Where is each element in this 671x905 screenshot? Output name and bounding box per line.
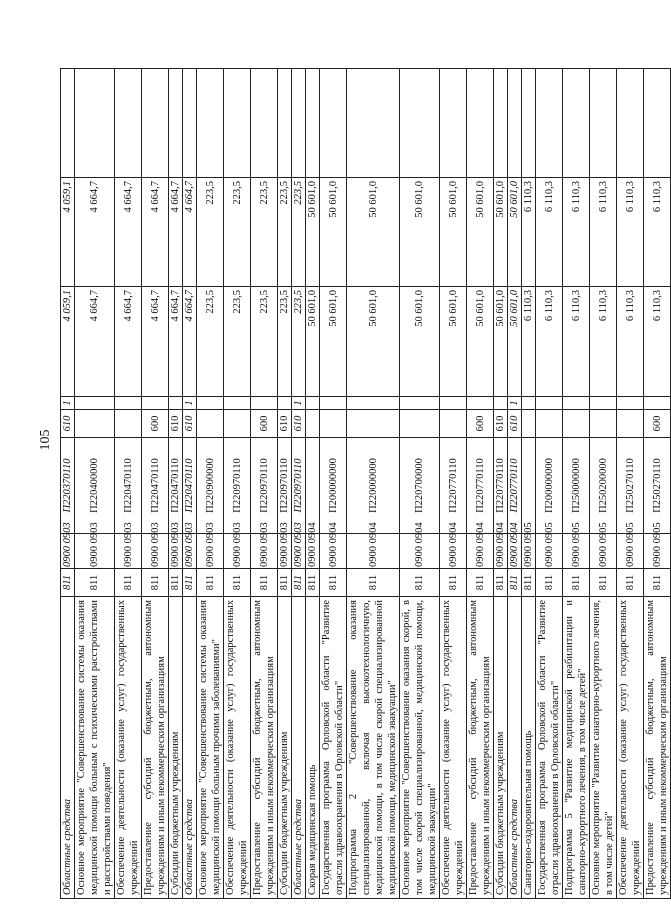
section-code-cell: 0900 0903 xyxy=(62,522,73,567)
amount-column-3-cell xyxy=(590,69,617,178)
item-name-cell: Областные средства xyxy=(61,597,75,899)
amount-column-1-cell: 223,5 xyxy=(197,287,224,397)
table-row xyxy=(522,69,536,899)
amount-column-2-cell: 6 110,3 xyxy=(536,178,563,287)
funding-source-cell xyxy=(169,397,183,410)
item-name-cell: Санаторно-оздоровительная помощь xyxy=(522,597,536,899)
section-code-cell: 0900 0904 xyxy=(440,534,467,569)
amount-column-2-cell: 4 664,7 xyxy=(75,178,115,287)
section-code-cell: 0900 0904 xyxy=(495,522,506,567)
expense-type-cell xyxy=(522,410,536,438)
administrator-code-cell: 811 xyxy=(508,569,522,597)
section-code-cell: 0900 0903 xyxy=(251,534,278,569)
expense-type-cell: 610 xyxy=(183,410,197,438)
funding-source-cell xyxy=(115,397,142,410)
amount-column-3-cell xyxy=(494,69,508,178)
amount-column-2-cell: 4 664,7 xyxy=(142,178,169,287)
target-article-cell: П220400000 xyxy=(75,438,115,534)
section-code-cell: 0900 0905 xyxy=(644,534,671,569)
amount-column-1-cell: 50 601,0 xyxy=(400,287,440,397)
item-name-cell: Основное мероприятие "Совершенствование системы оказания медицинской помощи больным прочими заболеваниями" xyxy=(197,597,224,899)
table-row xyxy=(115,69,142,899)
section-code-cell: 0900 0903 xyxy=(142,534,169,569)
expense-type-cell xyxy=(75,410,115,438)
amount-column-3-cell xyxy=(169,69,183,178)
amount-column-1-cell: 6 110,3 xyxy=(536,287,563,397)
administrator-code-cell: 811 xyxy=(115,569,142,597)
amount-column-2-cell: 50 601,0 xyxy=(440,178,467,287)
expense-type-cell xyxy=(400,410,440,438)
amount-column-3-cell xyxy=(644,69,671,178)
expense-type-cell: 610 xyxy=(278,410,292,438)
amount-column-3-cell xyxy=(320,69,347,178)
amount-column-2-cell: 50 601,0 xyxy=(400,178,440,287)
table-body xyxy=(61,69,671,899)
amount-column-1-cell: 4 664,7 xyxy=(142,287,169,397)
amount-column-2-cell: 4 664,7 xyxy=(169,178,183,287)
table-row xyxy=(590,69,617,899)
section-code-cell: 0900 0904 xyxy=(347,534,400,569)
administrator-code-cell: 811 xyxy=(278,569,292,597)
amount-column-3-cell xyxy=(197,69,224,178)
amount-column-3-cell xyxy=(347,69,400,178)
amount-column-2-cell: 223,5 xyxy=(292,178,306,287)
item-name-cell: Обеспечение деятельности (оказание услуг) государственных учреждений xyxy=(115,597,142,899)
budget-table xyxy=(60,68,671,899)
amount-column-2-cell: 223,5 xyxy=(197,178,224,287)
section-code-cell: 0900 0905 xyxy=(563,534,590,569)
item-name-cell: Областные средства xyxy=(508,597,522,899)
amount-column-3-cell xyxy=(522,69,536,178)
amount-column-3-cell xyxy=(306,69,320,178)
funding-source-cell xyxy=(522,397,536,410)
amount-column-2-cell: 6 110,3 xyxy=(563,178,590,287)
item-name-cell: Основное мероприятие "Совершенствование системы оказания медицинской помощи больным с психическими расстройствами и расстройствами поведения" xyxy=(75,597,115,899)
administrator-code-cell: 811 xyxy=(440,569,467,597)
amount-column-2-cell: 223,5 xyxy=(278,178,292,287)
amount-column-2-cell: 50 601,0 xyxy=(320,178,347,287)
expense-type-cell xyxy=(320,410,347,438)
amount-column-1-cell: 50 601,0 xyxy=(306,287,320,397)
funding-source-cell: 1 xyxy=(183,397,197,410)
section-code-cell: 0900 0903 xyxy=(170,522,181,567)
funding-source-cell xyxy=(306,397,320,410)
section-code-cell: 0900 0904 xyxy=(400,534,440,569)
funding-source-cell xyxy=(536,397,563,410)
expense-type-cell: 600 xyxy=(644,410,671,438)
target-article-cell: П220970110 xyxy=(251,438,278,534)
funding-source-cell xyxy=(251,397,278,410)
item-name-cell: Субсидии бюджетным учреждениям xyxy=(494,597,508,899)
amount-column-3-cell xyxy=(278,69,292,178)
table-row xyxy=(320,69,347,899)
expense-type-cell: 600 xyxy=(142,410,169,438)
administrator-code-cell: 811 xyxy=(169,569,183,597)
amount-column-1-cell: 50 601,0 xyxy=(347,287,400,397)
funding-source-cell xyxy=(197,397,224,410)
funding-source-cell xyxy=(590,397,617,410)
expense-type-cell xyxy=(306,410,320,438)
table-row xyxy=(224,69,251,899)
amount-column-2-cell: 50 601,0 xyxy=(467,178,494,287)
amount-column-2-cell: 4 059,1 xyxy=(61,178,75,287)
amount-column-1-cell: 4 664,7 xyxy=(115,287,142,397)
section-code-cell: 0900 0903 xyxy=(279,522,290,567)
amount-column-2-cell: 4 664,7 xyxy=(115,178,142,287)
table-row xyxy=(169,69,183,899)
item-name-cell: Субсидии бюджетным учреждениям xyxy=(169,597,183,899)
expense-type-cell: 610 xyxy=(494,410,508,438)
amount-column-3-cell xyxy=(224,69,251,178)
administrator-code-cell: 811 xyxy=(536,569,563,597)
amount-column-3-cell xyxy=(142,69,169,178)
expense-type-cell xyxy=(197,410,224,438)
amount-column-3-cell xyxy=(467,69,494,178)
target-article-cell: П220470110 xyxy=(142,438,169,534)
target-article-cell: П220770110 xyxy=(494,438,508,534)
amount-column-1-cell: 4 059,1 xyxy=(61,287,75,397)
expense-type-cell: 610 xyxy=(292,410,306,438)
expense-type-cell xyxy=(590,410,617,438)
section-code-cell: 0900 0903 xyxy=(184,522,195,567)
target-article-cell: П220770110 xyxy=(440,438,467,534)
table-row xyxy=(61,69,75,899)
expense-type-cell xyxy=(224,410,251,438)
target-article-cell: П220770110 xyxy=(467,438,494,534)
amount-column-2-cell: 50 601,0 xyxy=(494,178,508,287)
amount-column-1-cell: 50 601,0 xyxy=(508,287,522,397)
funding-source-cell xyxy=(347,397,400,410)
target-article-cell xyxy=(306,438,320,534)
amount-column-3-cell xyxy=(536,69,563,178)
funding-source-cell xyxy=(467,397,494,410)
administrator-code-cell: 811 xyxy=(347,569,400,597)
administrator-code-cell: 811 xyxy=(142,569,169,597)
amount-column-2-cell: 6 110,3 xyxy=(522,178,536,287)
target-article-cell: П220970110 xyxy=(292,438,306,534)
item-name-cell: Государственная программа Орловской области "Развитие отрасли здравоохранения в Орловской области" xyxy=(320,597,347,899)
section-code-cell: 0900 0904 xyxy=(467,534,494,569)
target-article-cell: П200000000 xyxy=(320,438,347,534)
administrator-code-cell: 811 xyxy=(306,569,320,597)
target-article-cell: П250200000 xyxy=(590,438,617,534)
amount-column-3-cell xyxy=(563,69,590,178)
amount-column-1-cell: 6 110,3 xyxy=(522,287,536,397)
item-name-cell: Обеспечение деятельности (оказание услуг) государственных учреждений xyxy=(617,597,644,899)
funding-source-cell xyxy=(320,397,347,410)
table-row xyxy=(617,69,644,899)
item-name-cell: Областные средства xyxy=(292,597,306,899)
table-row xyxy=(292,69,306,899)
amount-column-2-cell: 50 601,0 xyxy=(347,178,400,287)
section-code-cell: 0900 0905 xyxy=(590,534,617,569)
expense-type-cell: 600 xyxy=(467,410,494,438)
table-row xyxy=(306,69,320,899)
amount-column-3-cell xyxy=(508,69,522,178)
table-row xyxy=(494,69,508,899)
expense-type-cell: 610 xyxy=(169,410,183,438)
table-row xyxy=(75,69,115,899)
funding-source-cell xyxy=(440,397,467,410)
table-row xyxy=(400,69,440,899)
rotated-table-container xyxy=(60,69,669,899)
administrator-code-cell: 811 xyxy=(197,569,224,597)
amount-column-1-cell: 50 601,0 xyxy=(467,287,494,397)
amount-column-3-cell xyxy=(61,69,75,178)
item-name-cell: Предоставление субсидий бюджетным, автономным учреждениям и иным некоммерческим организациям xyxy=(467,597,494,899)
target-article-cell: П220970110 xyxy=(278,438,292,534)
amount-column-3-cell xyxy=(183,69,197,178)
funding-source-cell: 1 xyxy=(292,397,306,410)
target-article-cell: П220470110 xyxy=(115,438,142,534)
target-article-cell: П220000000 xyxy=(347,438,400,534)
amount-column-3-cell xyxy=(75,69,115,178)
expense-type-cell: 610 xyxy=(508,410,522,438)
table-row xyxy=(467,69,494,899)
administrator-code-cell: 811 xyxy=(494,569,508,597)
amount-column-2-cell: 6 110,3 xyxy=(617,178,644,287)
expense-type-cell xyxy=(617,410,644,438)
section-code-cell: 0900 0904 xyxy=(307,522,318,567)
administrator-code-cell: 811 xyxy=(400,569,440,597)
expense-type-cell xyxy=(440,410,467,438)
amount-column-1-cell: 4 664,7 xyxy=(169,287,183,397)
funding-source-cell: 1 xyxy=(61,397,75,410)
section-code-cell: 0900 0904 xyxy=(509,522,520,567)
section-code-cell: 0900 0903 xyxy=(75,534,115,569)
administrator-code-cell: 811 xyxy=(320,569,347,597)
amount-column-3-cell xyxy=(400,69,440,178)
table-row xyxy=(347,69,400,899)
expense-type-cell xyxy=(115,410,142,438)
administrator-code-cell: 811 xyxy=(75,569,115,597)
table-row xyxy=(536,69,563,899)
administrator-code-cell: 811 xyxy=(644,569,671,597)
amount-column-2-cell: 4 664,7 xyxy=(183,178,197,287)
funding-source-cell xyxy=(563,397,590,410)
table-row xyxy=(644,69,671,899)
amount-column-2-cell: 50 601,0 xyxy=(508,178,522,287)
amount-column-1-cell: 50 601,0 xyxy=(320,287,347,397)
amount-column-1-cell: 6 110,3 xyxy=(590,287,617,397)
administrator-code-cell: 811 xyxy=(522,569,536,597)
administrator-code-cell: 811 xyxy=(467,569,494,597)
funding-source-cell xyxy=(142,397,169,410)
section-code-cell: 0900 0905 xyxy=(617,534,644,569)
target-article-cell: П220970110 xyxy=(224,438,251,534)
target-article-cell xyxy=(522,438,536,534)
item-name-cell: Областные средства xyxy=(183,597,197,899)
funding-source-cell: 1 xyxy=(508,397,522,410)
administrator-code-cell: 811 xyxy=(292,569,306,597)
target-article-cell: П220370110 xyxy=(61,438,75,534)
target-article-cell: П220470110 xyxy=(169,438,183,534)
table-row xyxy=(251,69,278,899)
item-name-cell: Основное мероприятие "Совершенствование оказания скорой, в том числе скорой специализированной, медицинской помощи, медицинской эвакуации" xyxy=(400,597,440,899)
item-name-cell: Подпрограмма 5 "Развитие медицинской реабилитации и санаторно-курортного лечения, в том числе детей" xyxy=(563,597,590,899)
table-row xyxy=(440,69,467,899)
funding-source-cell xyxy=(644,397,671,410)
administrator-code-cell: 811 xyxy=(251,569,278,597)
administrator-code-cell: 811 xyxy=(590,569,617,597)
item-name-cell: Государственная программа Орловской области "Развитие отрасли здравоохранения в Орловской области" xyxy=(536,597,563,899)
item-name-cell: Предоставление субсидий бюджетным, автономным учреждениям и иным некоммерческим организациям xyxy=(142,597,169,899)
amount-column-3-cell xyxy=(440,69,467,178)
expense-type-cell: 600 xyxy=(251,410,278,438)
table-row xyxy=(183,69,197,899)
target-article-cell: П220700000 xyxy=(400,438,440,534)
amount-column-3-cell xyxy=(617,69,644,178)
amount-column-2-cell: 6 110,3 xyxy=(644,178,671,287)
funding-source-cell xyxy=(224,397,251,410)
amount-column-1-cell: 4 664,7 xyxy=(75,287,115,397)
item-name-cell: Предоставление субсидий бюджетным, автономным учреждениям и иным некоммерческим организациям xyxy=(251,597,278,899)
table-row xyxy=(278,69,292,899)
section-code-cell: 0900 0903 xyxy=(224,534,251,569)
amount-column-1-cell: 50 601,0 xyxy=(494,287,508,397)
section-code-cell: 0900 0903 xyxy=(293,522,304,567)
section-code-cell: 0900 0903 xyxy=(115,534,142,569)
amount-column-1-cell: 4 664,7 xyxy=(183,287,197,397)
amount-column-3-cell xyxy=(292,69,306,178)
amount-column-1-cell: 50 601,0 xyxy=(440,287,467,397)
target-article-cell: П250270110 xyxy=(644,438,671,534)
item-name-cell: Скорая медицинская помощь xyxy=(306,597,320,899)
administrator-code-cell: 811 xyxy=(617,569,644,597)
administrator-code-cell: 811 xyxy=(183,569,197,597)
amount-column-1-cell: 223,5 xyxy=(251,287,278,397)
funding-source-cell xyxy=(278,397,292,410)
expense-type-cell: 610 xyxy=(61,410,75,438)
amount-column-3-cell xyxy=(115,69,142,178)
table-row xyxy=(142,69,169,899)
item-name-cell: Предоставление субсидий бюджетным, автономным учреждениям и иным некоммерческим организациям xyxy=(644,597,671,899)
amount-column-2-cell: 223,5 xyxy=(251,178,278,287)
funding-source-cell xyxy=(400,397,440,410)
section-code-cell: 0900 0905 xyxy=(523,522,534,567)
amount-column-3-cell xyxy=(251,69,278,178)
item-name-cell: Обеспечение деятельности (оказание услуг) государственных учреждений xyxy=(440,597,467,899)
administrator-code-cell: 811 xyxy=(224,569,251,597)
amount-column-1-cell: 223,5 xyxy=(278,287,292,397)
expense-type-cell xyxy=(347,410,400,438)
amount-column-1-cell: 6 110,3 xyxy=(617,287,644,397)
administrator-code-cell: 811 xyxy=(61,569,75,597)
page-number: 105 xyxy=(38,429,53,451)
target-article-cell: П220770110 xyxy=(508,438,522,534)
table-row xyxy=(563,69,590,899)
amount-column-1-cell: 6 110,3 xyxy=(563,287,590,397)
expense-type-cell xyxy=(563,410,590,438)
funding-source-cell xyxy=(75,397,115,410)
funding-source-cell xyxy=(617,397,644,410)
table-row xyxy=(508,69,522,899)
amount-column-2-cell: 50 601,0 xyxy=(306,178,320,287)
target-article-cell: П250000000 xyxy=(563,438,590,534)
target-article-cell: П220900000 xyxy=(197,438,224,534)
administrator-code-cell: 811 xyxy=(563,569,590,597)
section-code-cell: 0900 0905 xyxy=(536,534,563,569)
section-code-cell: 0900 0903 xyxy=(197,534,224,569)
item-name-cell: Обеспечение деятельности (оказание услуг) государственных учреждений xyxy=(224,597,251,899)
item-name-cell: Основное мероприятие "Развитие санаторно-курортного лечения, в том числе детей" xyxy=(590,597,617,899)
funding-source-cell xyxy=(494,397,508,410)
target-article-cell: П200000000 xyxy=(536,438,563,534)
expense-type-cell xyxy=(536,410,563,438)
amount-column-1-cell: 6 110,3 xyxy=(644,287,671,397)
amount-column-1-cell: 223,5 xyxy=(292,287,306,397)
target-article-cell: П220470110 xyxy=(183,438,197,534)
item-name-cell: Подпрограмма 2 "Совершенствование оказания специализированной, включая высокотехнологичную, медицинской помощи, в том числе скорой специализированной медицинской помощи, медицинской эвакуации" xyxy=(347,597,400,899)
amount-column-2-cell: 6 110,3 xyxy=(590,178,617,287)
section-code-cell: 0900 0904 xyxy=(320,534,347,569)
table-row xyxy=(197,69,224,899)
item-name-cell: Субсидии бюджетным учреждениям xyxy=(278,597,292,899)
amount-column-2-cell: 223,5 xyxy=(224,178,251,287)
target-article-cell: П250270110 xyxy=(617,438,644,534)
amount-column-1-cell: 223,5 xyxy=(224,287,251,397)
